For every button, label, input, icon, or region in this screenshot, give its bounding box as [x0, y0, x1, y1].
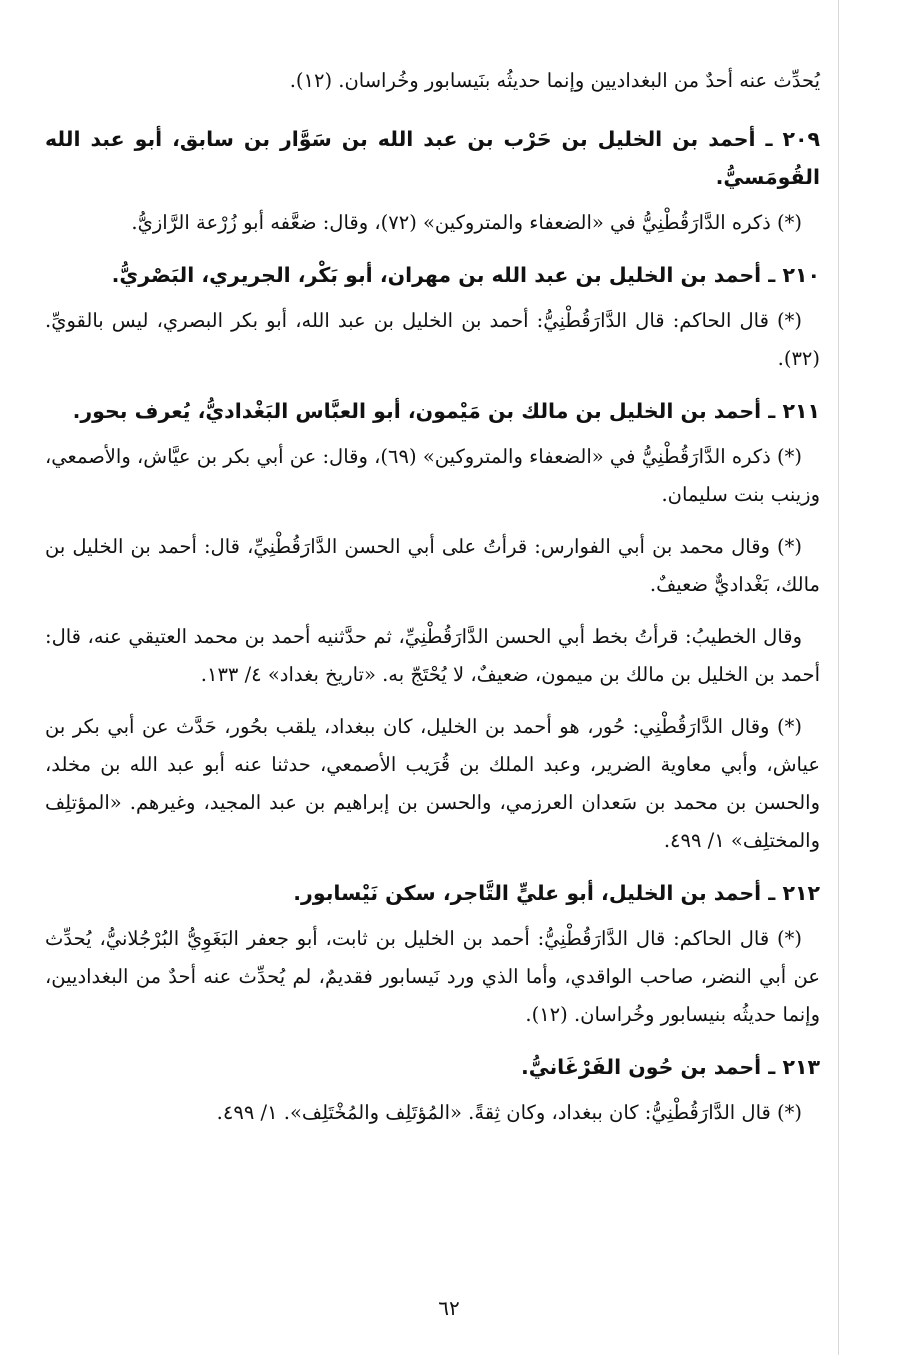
entry-body-211-b: (*) وقال محمد بن أبي الفوارس: قرأتُ على أبي الحسن الدَّارَقُطْنِيِّ، قال: أحمد بن الخليل بن مالك، بَغْداديٌّ ضعيفٌ. — [45, 535, 820, 596]
page-number: ٦٢ — [438, 1296, 460, 1320]
entry-body-213: (*) قال الدَّارَقُطْنِيُّ: كان ببغداد، وكان ثِقةً. «المُؤتَلِف والمُخْتَلِف». ١/ ٤٩٩. — [216, 1101, 802, 1124]
entry-body-211-c: وقال الخطيبُ: قرأتُ بخط أبي الحسن الدَّارَقُطْنِيِّ، ثم حدَّثنيه أحمد بن محمد العتيقي عنه، قال: أحمد بن الخليل بن مالك بن ميمون، ضعيفٌ، لا يُحْتَجّ به. «تاريخ بغداد» ٤/ ١٣٣. — [45, 625, 820, 686]
entry-body-211-a: (*) ذكره الدَّارَقُطْنِيُّ في «الضعفاء والمتروكين» (٦٩)، وقال: عن أبي بكر بن عيَّاش، والأصمعي، وزينب بنت سليمان. — [45, 445, 820, 506]
entry-heading-212: ٢١٢ ـ أحمد بن الخليل، أبو عليٍّ التَّاجر، سكن نَيْسابور. — [293, 881, 820, 905]
entry-heading-213: ٢١٣ ـ أحمد بن حُون الفَرْغَانيُّ. — [520, 1055, 820, 1079]
entry-heading-210: ٢١٠ ـ أحمد بن الخليل بن عبد الله بن مهران، أبو بَكْر، الجريري، البَصْريُّ. — [111, 263, 820, 287]
entry-body-209: (*) ذكره الدَّارَقُطْنِيُّ في «الضعفاء والمتروكين» (٧٢)، وقال: ضعَّفه أبو زُرْعة الرَّازيُّ. — [131, 211, 802, 234]
document-page — [45, 62, 820, 1150]
entry-body-211-d: (*) وقال الدَّارَقُطْنِي: حُور، هو أحمد بن الخليل، كان ببغداد، يلقب بحُور، حَدَّث عن أبي بكر بن عياش، وأبي معاوية الضرير، وعبد الملك بن قُرَيب الأصمعي، حدثنا عنه أبو عبد الله بن مخلد، والحسن بن محمد بن سَعدان العرزمي، والحسن بن إبراهيم بن عبد المجيد، وغيرهم. «المؤتلِف والمختلِف» ١/ ٤٩٩. — [45, 715, 820, 852]
scan-edge-line — [838, 0, 839, 1355]
entry-body-212: (*) قال الحاكم: قال الدَّارَقُطْنِيُّ: أحمد بن الخليل بن ثابت، أبو جعفر البَغَوِيُّ البُرْجُلانيُّ، يُحدِّث عن أبي النضر، صاحب الواقدي، وأما الذي ورد نَيسابور فقديمٌ، لم يُحدِّث عنه أحدٌ من البغداديين، وإنما حديثُه بنيسابور وخُراسان. (١٢). — [45, 927, 820, 1026]
paragraph-continuation: يُحدِّث عنه أحدٌ من البغداديين وإنما حديثُه بنَيسابور وخُراسان. (١٢). — [289, 69, 820, 92]
entry-body-210: (*) قال الحاكم: قال الدَّارَقُطْنِيُّ: أحمد بن الخليل بن عبد الله، أبو بكر البصري، ليس بالقويِّ. (٣٢). — [45, 309, 820, 370]
entry-heading-211: ٢١١ ـ أحمد بن الخليل بن مالك بن مَيْمون، أبو العبَّاس البَغْداديُّ، يُعرف بحور. — [72, 399, 820, 423]
entry-heading-209: ٢٠٩ ـ أحمد بن الخليل بن حَرْب بن عبد الله بن سَوَّار بن سابق، أبو عبد الله القُومَسيُّ. — [45, 127, 820, 189]
